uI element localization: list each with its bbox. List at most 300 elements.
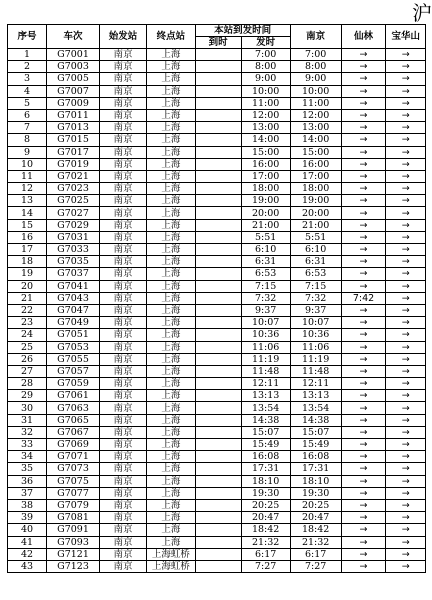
- cell-train: G7019: [47, 158, 100, 170]
- cell-terminal: 上海: [147, 134, 196, 146]
- cell-seq: 24: [8, 329, 47, 341]
- table-row: [8, 170, 426, 182]
- cell-depart: 21:32: [241, 536, 290, 548]
- cell-seq: 19: [8, 268, 47, 280]
- cell-seq: 1: [8, 49, 47, 61]
- cell-train: G7079: [47, 499, 100, 511]
- table-row: [8, 73, 426, 85]
- cell-origin: 南京: [100, 317, 147, 329]
- cell-arrive: [195, 268, 241, 280]
- cell-train: G7069: [47, 439, 100, 451]
- cell-arrive: [195, 365, 241, 377]
- cell-origin: 南京: [100, 122, 147, 134]
- cell-xianlin: →: [341, 487, 386, 499]
- cell-train: G7053: [47, 341, 100, 353]
- table-row: [8, 341, 426, 353]
- cell-train: G7047: [47, 304, 100, 316]
- cell-nanjing: 15:49: [290, 439, 341, 451]
- cell-arrive: [195, 219, 241, 231]
- cell-seq: 28: [8, 378, 47, 390]
- document-title-fragment: 沪: [412, 1, 432, 25]
- header-arrive: 到时: [195, 37, 241, 49]
- table-row: [8, 134, 426, 146]
- cell-baohuashan: →: [386, 378, 426, 390]
- cell-baohuashan: →: [386, 183, 426, 195]
- cell-xianlin: 7:42: [341, 292, 386, 304]
- cell-origin: 南京: [100, 97, 147, 109]
- cell-seq: 41: [8, 536, 47, 548]
- cell-baohuashan: →: [386, 280, 426, 292]
- cell-baohuashan: →: [386, 109, 426, 121]
- cell-depart: 7:15: [241, 280, 290, 292]
- cell-origin: 南京: [100, 439, 147, 451]
- cell-origin: 南京: [100, 146, 147, 158]
- cell-origin: 南京: [100, 244, 147, 256]
- cell-nanjing: 15:00: [290, 146, 341, 158]
- cell-terminal: 上海: [147, 329, 196, 341]
- cell-depart: 9:37: [241, 304, 290, 316]
- cell-arrive: [195, 195, 241, 207]
- cell-baohuashan: →: [386, 146, 426, 158]
- cell-terminal: 上海: [147, 341, 196, 353]
- cell-nanjing: 17:31: [290, 463, 341, 475]
- table-row: [8, 122, 426, 134]
- cell-terminal: 上海: [147, 463, 196, 475]
- cell-nanjing: 16:00: [290, 158, 341, 170]
- cell-seq: 30: [8, 402, 47, 414]
- header-nanjing: 南京: [290, 25, 341, 49]
- cell-baohuashan: →: [386, 231, 426, 243]
- cell-arrive: [195, 170, 241, 182]
- cell-baohuashan: →: [386, 134, 426, 146]
- cell-arrive: [195, 256, 241, 268]
- cell-terminal: 上海: [147, 122, 196, 134]
- table-row: [8, 524, 426, 536]
- cell-xianlin: →: [341, 158, 386, 170]
- cell-seq: 16: [8, 231, 47, 243]
- cell-depart: 13:54: [241, 402, 290, 414]
- cell-train: G7031: [47, 231, 100, 243]
- cell-xianlin: →: [341, 463, 386, 475]
- cell-xianlin: →: [341, 85, 386, 97]
- cell-seq: 37: [8, 487, 47, 499]
- cell-xianlin: →: [341, 475, 386, 487]
- cell-arrive: [195, 207, 241, 219]
- cell-arrive: [195, 158, 241, 170]
- cell-arrive: [195, 499, 241, 511]
- table-row: [8, 329, 426, 341]
- cell-nanjing: 21:00: [290, 219, 341, 231]
- cell-origin: 南京: [100, 73, 147, 85]
- cell-xianlin: →: [341, 378, 386, 390]
- cell-arrive: [195, 292, 241, 304]
- cell-depart: 14:38: [241, 414, 290, 426]
- cell-nanjing: 10:00: [290, 85, 341, 97]
- cell-baohuashan: →: [386, 73, 426, 85]
- cell-baohuashan: →: [386, 365, 426, 377]
- cell-train: G7005: [47, 73, 100, 85]
- cell-depart: 18:00: [241, 183, 290, 195]
- cell-seq: 25: [8, 341, 47, 353]
- cell-xianlin: →: [341, 268, 386, 280]
- cell-depart: 12:11: [241, 378, 290, 390]
- cell-train: G7123: [47, 560, 100, 572]
- cell-terminal: 上海: [147, 317, 196, 329]
- cell-depart: 15:00: [241, 146, 290, 158]
- table-row: [8, 207, 426, 219]
- cell-train: G7057: [47, 365, 100, 377]
- cell-terminal: 上海: [147, 244, 196, 256]
- cell-xianlin: →: [341, 97, 386, 109]
- cell-nanjing: 11:19: [290, 353, 341, 365]
- cell-seq: 34: [8, 451, 47, 463]
- cell-terminal: 上海: [147, 390, 196, 402]
- cell-nanjing: 10:36: [290, 329, 341, 341]
- cell-arrive: [195, 475, 241, 487]
- table-row: [8, 463, 426, 475]
- cell-seq: 40: [8, 524, 47, 536]
- cell-origin: 南京: [100, 158, 147, 170]
- cell-arrive: [195, 280, 241, 292]
- cell-terminal: 上海: [147, 183, 196, 195]
- cell-depart: 7:32: [241, 292, 290, 304]
- cell-arrive: [195, 122, 241, 134]
- cell-xianlin: →: [341, 195, 386, 207]
- cell-arrive: [195, 97, 241, 109]
- cell-origin: 南京: [100, 390, 147, 402]
- cell-depart: 10:07: [241, 317, 290, 329]
- cell-baohuashan: →: [386, 85, 426, 97]
- cell-baohuashan: →: [386, 475, 426, 487]
- cell-seq: 22: [8, 304, 47, 316]
- cell-nanjing: 10:07: [290, 317, 341, 329]
- cell-terminal: 上海: [147, 414, 196, 426]
- cell-baohuashan: →: [386, 487, 426, 499]
- cell-origin: 南京: [100, 280, 147, 292]
- cell-nanjing: 20:47: [290, 512, 341, 524]
- cell-origin: 南京: [100, 85, 147, 97]
- cell-nanjing: 6:31: [290, 256, 341, 268]
- cell-xianlin: →: [341, 426, 386, 438]
- cell-origin: 南京: [100, 560, 147, 572]
- cell-nanjing: 21:32: [290, 536, 341, 548]
- cell-arrive: [195, 414, 241, 426]
- cell-nanjing: 11:06: [290, 341, 341, 353]
- table-row: [8, 61, 426, 73]
- table-row: [8, 560, 426, 572]
- cell-arrive: [195, 548, 241, 560]
- cell-xianlin: →: [341, 536, 386, 548]
- cell-baohuashan: →: [386, 170, 426, 182]
- cell-seq: 33: [8, 439, 47, 451]
- cell-origin: 南京: [100, 304, 147, 316]
- cell-depart: 14:00: [241, 134, 290, 146]
- cell-terminal: 上海: [147, 499, 196, 511]
- cell-arrive: [195, 463, 241, 475]
- cell-baohuashan: →: [386, 122, 426, 134]
- cell-arrive: [195, 524, 241, 536]
- cell-nanjing: 18:00: [290, 183, 341, 195]
- cell-depart: 6:17: [241, 548, 290, 560]
- cell-terminal: 上海: [147, 280, 196, 292]
- cell-terminal: 上海: [147, 451, 196, 463]
- table-row: [8, 536, 426, 548]
- cell-seq: 43: [8, 560, 47, 572]
- cell-origin: 南京: [100, 487, 147, 499]
- cell-origin: 南京: [100, 524, 147, 536]
- cell-terminal: 上海: [147, 158, 196, 170]
- cell-baohuashan: →: [386, 304, 426, 316]
- cell-depart: 16:00: [241, 158, 290, 170]
- cell-depart: 20:25: [241, 499, 290, 511]
- cell-terminal: 上海: [147, 439, 196, 451]
- table-row: [8, 146, 426, 158]
- cell-train: G7003: [47, 61, 100, 73]
- cell-xianlin: →: [341, 451, 386, 463]
- cell-nanjing: 19:30: [290, 487, 341, 499]
- cell-baohuashan: →: [386, 329, 426, 341]
- cell-nanjing: 9:37: [290, 304, 341, 316]
- cell-arrive: [195, 341, 241, 353]
- table-row: [8, 378, 426, 390]
- header-train: 车次: [47, 25, 100, 49]
- cell-train: G7011: [47, 109, 100, 121]
- cell-origin: 南京: [100, 475, 147, 487]
- cell-seq: 38: [8, 499, 47, 511]
- cell-seq: 23: [8, 317, 47, 329]
- cell-xianlin: →: [341, 341, 386, 353]
- cell-terminal: 上海: [147, 268, 196, 280]
- cell-terminal: 上海虹桥: [147, 548, 196, 560]
- cell-xianlin: →: [341, 244, 386, 256]
- cell-terminal: 上海: [147, 536, 196, 548]
- cell-seq: 7: [8, 122, 47, 134]
- table-row: [8, 439, 426, 451]
- cell-baohuashan: →: [386, 353, 426, 365]
- cell-baohuashan: →: [386, 402, 426, 414]
- table-row: [8, 402, 426, 414]
- cell-train: G7059: [47, 378, 100, 390]
- cell-baohuashan: →: [386, 451, 426, 463]
- cell-train: G7021: [47, 170, 100, 182]
- cell-train: G7009: [47, 97, 100, 109]
- cell-terminal: 上海: [147, 512, 196, 524]
- cell-terminal: 上海: [147, 146, 196, 158]
- cell-arrive: [195, 536, 241, 548]
- cell-baohuashan: →: [386, 97, 426, 109]
- cell-depart: 10:36: [241, 329, 290, 341]
- cell-arrive: [195, 487, 241, 499]
- cell-baohuashan: →: [386, 390, 426, 402]
- table-row: [8, 268, 426, 280]
- cell-origin: 南京: [100, 548, 147, 560]
- cell-seq: 20: [8, 280, 47, 292]
- cell-origin: 南京: [100, 219, 147, 231]
- cell-train: G7029: [47, 219, 100, 231]
- cell-seq: 3: [8, 73, 47, 85]
- table-row: [8, 304, 426, 316]
- cell-train: G7017: [47, 146, 100, 158]
- cell-terminal: 上海: [147, 61, 196, 73]
- table-row: [8, 365, 426, 377]
- cell-origin: 南京: [100, 134, 147, 146]
- cell-xianlin: →: [341, 402, 386, 414]
- table-row: [8, 414, 426, 426]
- cell-depart: 20:47: [241, 512, 290, 524]
- cell-baohuashan: →: [386, 61, 426, 73]
- cell-xianlin: →: [341, 134, 386, 146]
- header-origin: 始发站: [100, 25, 147, 49]
- cell-terminal: 上海: [147, 426, 196, 438]
- table-row: [8, 158, 426, 170]
- cell-baohuashan: →: [386, 439, 426, 451]
- cell-origin: 南京: [100, 341, 147, 353]
- cell-train: G7073: [47, 463, 100, 475]
- cell-terminal: 上海: [147, 49, 196, 61]
- cell-depart: 10:00: [241, 85, 290, 97]
- cell-baohuashan: →: [386, 426, 426, 438]
- cell-origin: 南京: [100, 183, 147, 195]
- table-row: [8, 390, 426, 402]
- cell-terminal: 上海: [147, 219, 196, 231]
- cell-train: G7015: [47, 134, 100, 146]
- cell-arrive: [195, 329, 241, 341]
- cell-nanjing: 20:00: [290, 207, 341, 219]
- header-depart: 发时: [241, 37, 290, 49]
- cell-nanjing: 16:08: [290, 451, 341, 463]
- cell-origin: 南京: [100, 365, 147, 377]
- cell-xianlin: →: [341, 548, 386, 560]
- table-row: [8, 85, 426, 97]
- cell-arrive: [195, 231, 241, 243]
- cell-terminal: 上海: [147, 402, 196, 414]
- cell-origin: 南京: [100, 402, 147, 414]
- table-row: [8, 499, 426, 511]
- cell-arrive: [195, 402, 241, 414]
- cell-xianlin: →: [341, 280, 386, 292]
- cell-origin: 南京: [100, 207, 147, 219]
- cell-train: G7041: [47, 280, 100, 292]
- cell-seq: 6: [8, 109, 47, 121]
- cell-arrive: [195, 304, 241, 316]
- cell-arrive: [195, 244, 241, 256]
- cell-origin: 南京: [100, 256, 147, 268]
- cell-xianlin: →: [341, 231, 386, 243]
- table-row: [8, 548, 426, 560]
- cell-xianlin: →: [341, 49, 386, 61]
- cell-xianlin: →: [341, 365, 386, 377]
- cell-origin: 南京: [100, 353, 147, 365]
- cell-arrive: [195, 390, 241, 402]
- cell-depart: 6:53: [241, 268, 290, 280]
- cell-depart: 7:00: [241, 49, 290, 61]
- cell-seq: 12: [8, 183, 47, 195]
- cell-baohuashan: →: [386, 414, 426, 426]
- cell-origin: 南京: [100, 463, 147, 475]
- table-row: [8, 244, 426, 256]
- cell-train: G7013: [47, 122, 100, 134]
- cell-origin: 南京: [100, 170, 147, 182]
- cell-seq: 32: [8, 426, 47, 438]
- cell-train: G7065: [47, 414, 100, 426]
- cell-xianlin: →: [341, 73, 386, 85]
- cell-train: G7043: [47, 292, 100, 304]
- table-row: [8, 195, 426, 207]
- cell-xianlin: →: [341, 524, 386, 536]
- cell-baohuashan: →: [386, 463, 426, 475]
- cell-arrive: [195, 512, 241, 524]
- table-row: [8, 183, 426, 195]
- table-row: [8, 292, 426, 304]
- cell-nanjing: 6:17: [290, 548, 341, 560]
- cell-arrive: [195, 85, 241, 97]
- cell-baohuashan: →: [386, 49, 426, 61]
- cell-terminal: 上海: [147, 97, 196, 109]
- cell-baohuashan: →: [386, 341, 426, 353]
- cell-xianlin: →: [341, 439, 386, 451]
- cell-train: G7001: [47, 49, 100, 61]
- cell-baohuashan: →: [386, 317, 426, 329]
- cell-arrive: [195, 426, 241, 438]
- cell-origin: 南京: [100, 195, 147, 207]
- table-row: [8, 353, 426, 365]
- cell-arrive: [195, 61, 241, 73]
- cell-train: G7093: [47, 536, 100, 548]
- cell-xianlin: →: [341, 317, 386, 329]
- cell-nanjing: 20:25: [290, 499, 341, 511]
- cell-nanjing: 14:00: [290, 134, 341, 146]
- cell-depart: 6:10: [241, 244, 290, 256]
- cell-nanjing: 18:10: [290, 475, 341, 487]
- cell-train: G7035: [47, 256, 100, 268]
- cell-nanjing: 12:00: [290, 109, 341, 121]
- header-seq: 序号: [8, 25, 47, 49]
- cell-terminal: 上海: [147, 475, 196, 487]
- cell-arrive: [195, 134, 241, 146]
- cell-depart: 9:00: [241, 73, 290, 85]
- cell-seq: 5: [8, 97, 47, 109]
- cell-terminal: 上海: [147, 304, 196, 316]
- cell-train: G7061: [47, 390, 100, 402]
- cell-nanjing: 13:54: [290, 402, 341, 414]
- cell-terminal: 上海: [147, 256, 196, 268]
- cell-seq: 14: [8, 207, 47, 219]
- cell-depart: 12:00: [241, 109, 290, 121]
- table-row: [8, 426, 426, 438]
- cell-train: G7007: [47, 85, 100, 97]
- cell-seq: 17: [8, 244, 47, 256]
- cell-train: G7081: [47, 512, 100, 524]
- cell-train: G7051: [47, 329, 100, 341]
- cell-train: G7075: [47, 475, 100, 487]
- cell-terminal: 上海: [147, 85, 196, 97]
- header-xianlin: 仙林: [341, 25, 386, 49]
- cell-xianlin: →: [341, 512, 386, 524]
- cell-baohuashan: →: [386, 244, 426, 256]
- cell-terminal: 上海: [147, 73, 196, 85]
- cell-seq: 10: [8, 158, 47, 170]
- cell-xianlin: →: [341, 256, 386, 268]
- cell-depart: 11:19: [241, 353, 290, 365]
- cell-depart: 13:00: [241, 122, 290, 134]
- cell-nanjing: 18:42: [290, 524, 341, 536]
- cell-nanjing: 6:10: [290, 244, 341, 256]
- cell-origin: 南京: [100, 109, 147, 121]
- cell-train: G7049: [47, 317, 100, 329]
- cell-xianlin: →: [341, 146, 386, 158]
- cell-xianlin: →: [341, 414, 386, 426]
- cell-nanjing: 17:00: [290, 170, 341, 182]
